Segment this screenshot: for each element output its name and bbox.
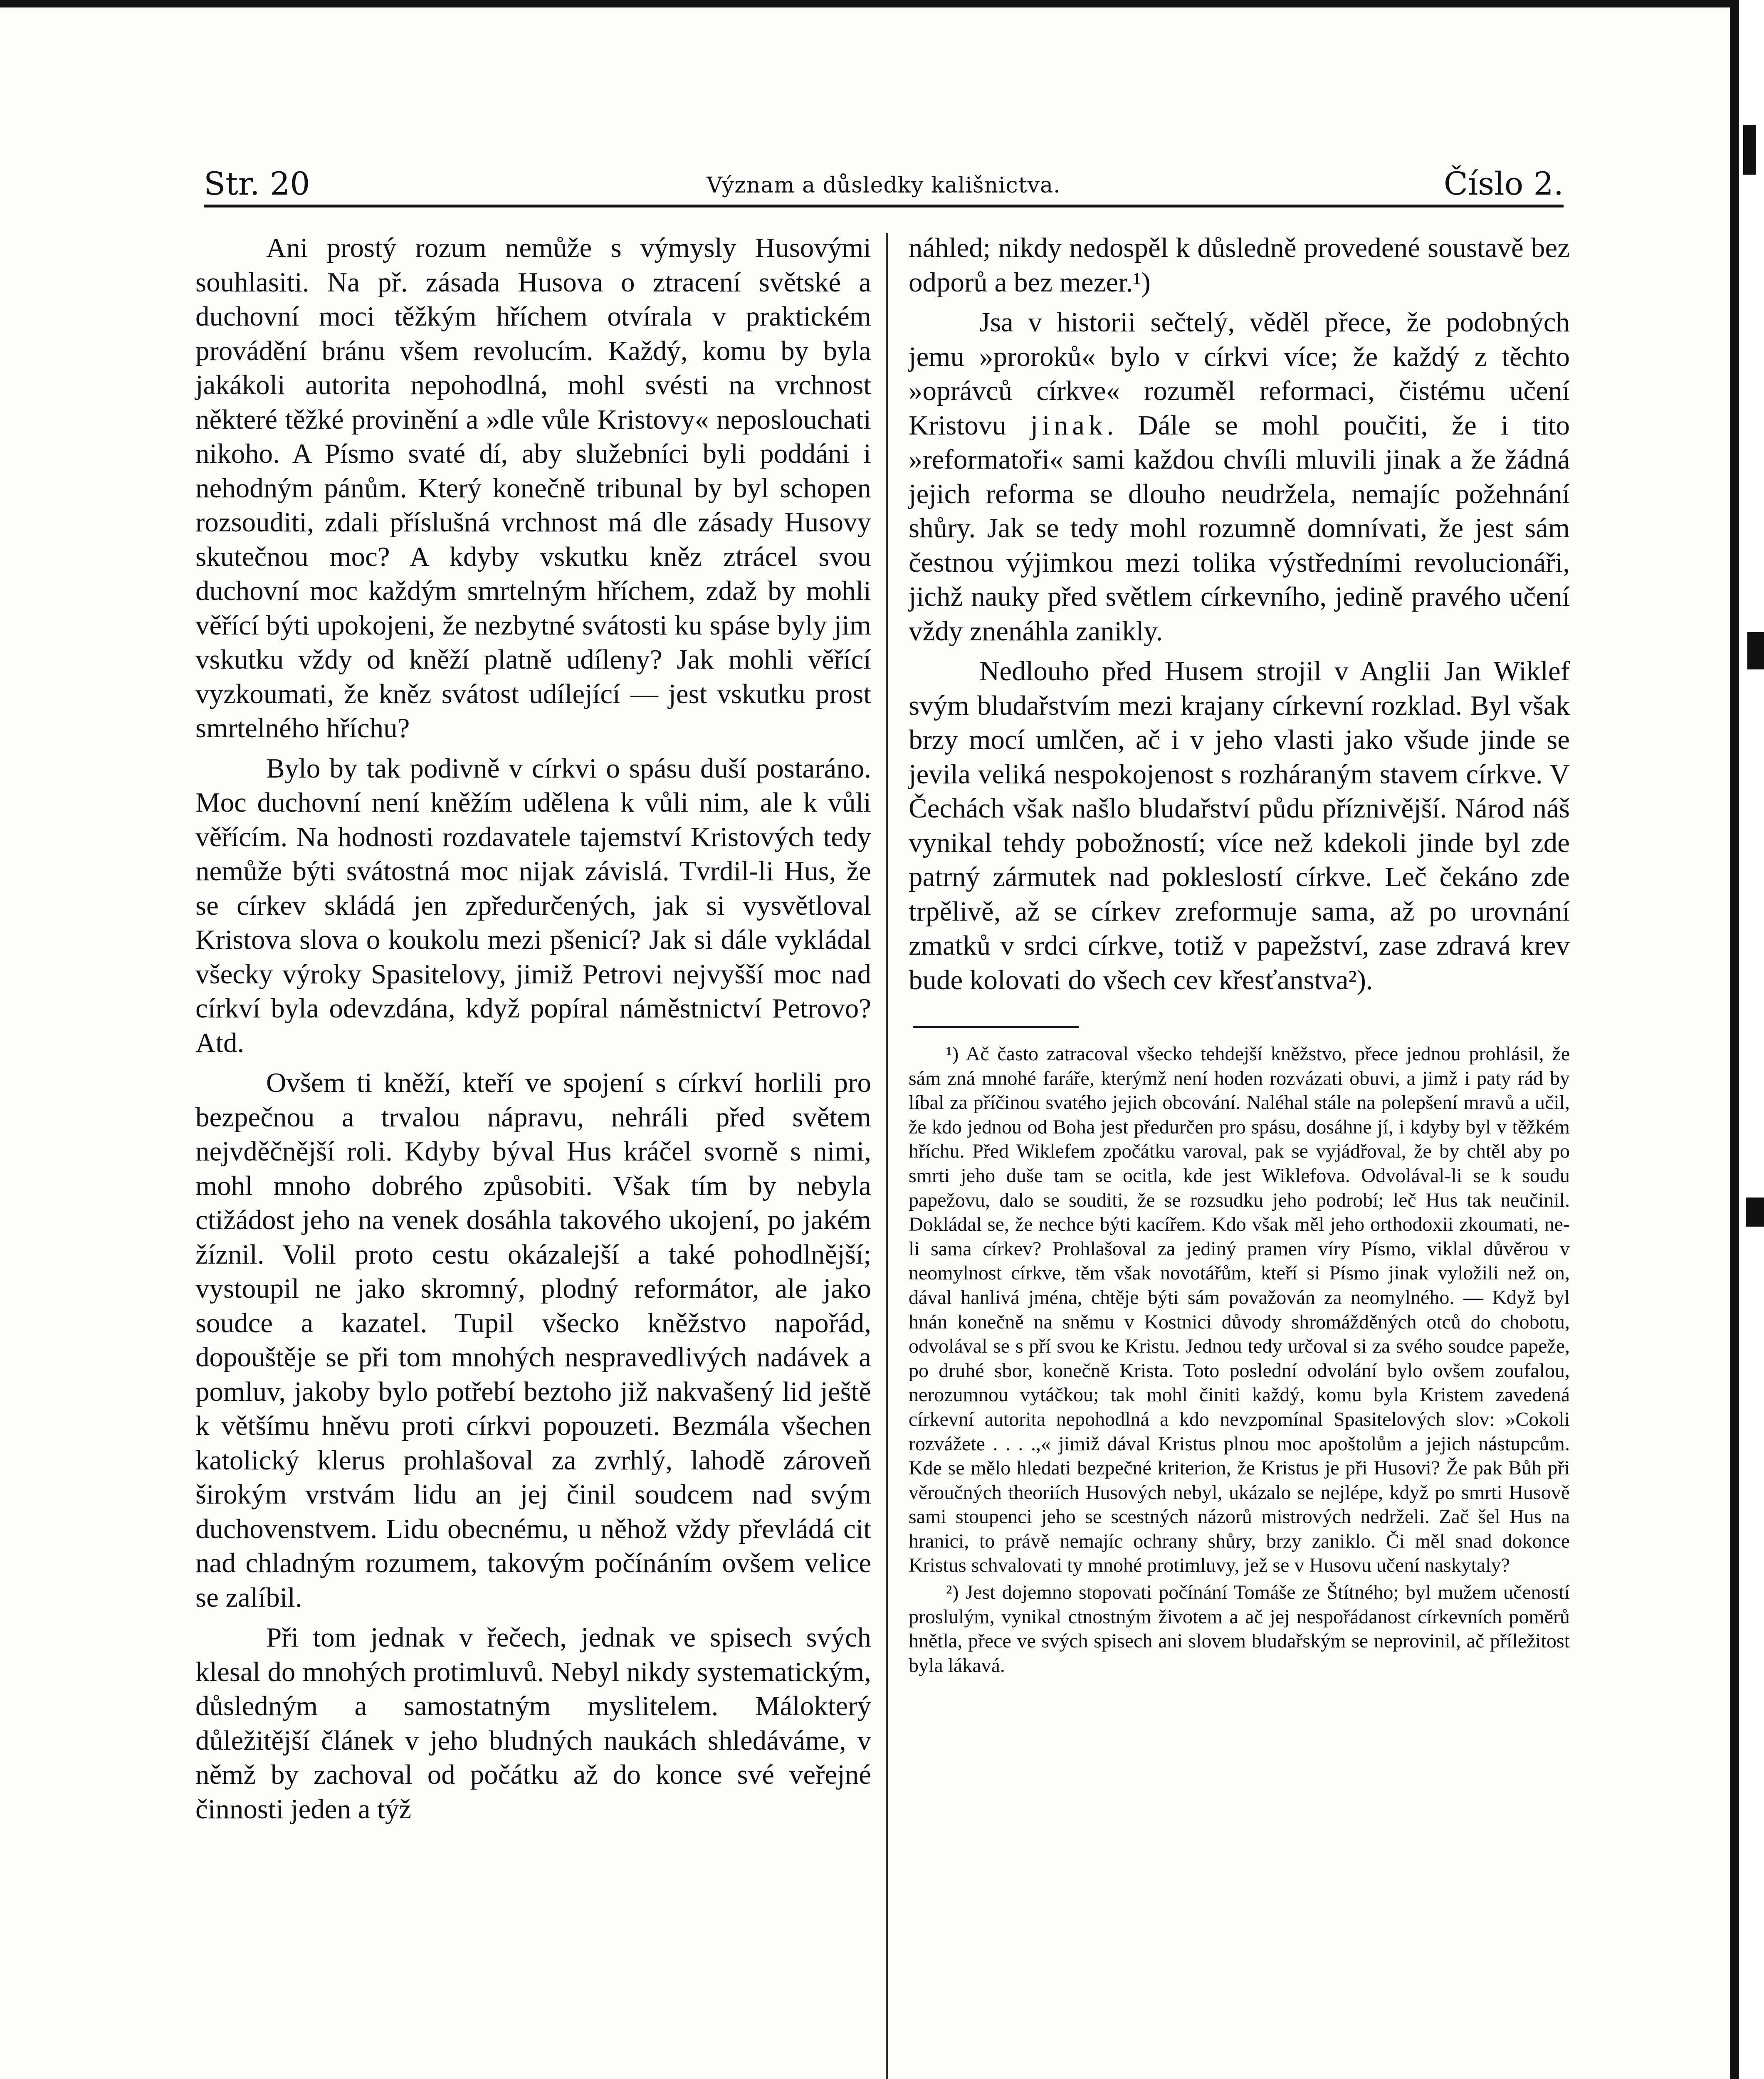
running-title: Význam a důsledky kališnictva.: [707, 173, 1061, 198]
page-header: [204, 158, 1564, 204]
paragraph: Při tom jednak v řečech, jednak ve spisech svých klesal do mnohých protimluvů. Nebyl nikdy systematickým, důsledným a samostatným myslitelem. Málokterý důležitější článek v jeho bludných naukách shledáváme, v němž by zachoval od počátku až do konce své veřejné činnosti jeden a týž: [195, 1622, 871, 1825]
column-divider: [886, 233, 888, 2079]
paragraph: [909, 305, 1570, 648]
footnote-2: ²) Jest dojemno stopovati počínání Tomáše ze Štítného; byl mužem učeností proslulým, vynikal ctnostným životem a ač jej nespořádanost církevních poměrů hnětla, přece ve svých spisech ani slovem bludařským se neprovinil, ač příležitost byla lákavá.: [909, 1581, 1570, 1677]
scan-border-right: [1730, 0, 1739, 2079]
scan-mark: [1746, 1198, 1764, 1227]
header-rule: [204, 205, 1564, 207]
paragraph: Ovšem ti kněží, kteří ve spojení s církví horlili pro bezpečnou a trvalou nápravu, nehráli před světem nejvděčnější roli. Kdyby býval Hus kráčel svorně s nimi, mohl mnoho dobrého způsobiti. Však tím by nebyla ctižádost jeho na venek dosáhla takového ukojení, po jakém žíznil. Volil proto cestu okázalejší a také pohodlnější; vystoupil ne jako skromný, plodný reformátor, ale jako soudce a kazatel. Tupil všecko kněžstvo napořád, dopouštěje se při tom mnohých nespravedlivých nadávek a pomluv, jakoby bylo potřebí beztoho již nakvašený lid ještě k většímu hněvu proti církvi popouzeti. Bezmála všechen katolický klerus prohlašoval za zvrhlý, lahodě zároveň širokým vrstvám lidu an jej činil soudcem nad svým duchovenstvem. Lidu obecnému, u něhož vždy převládá cit nad chladným rozumem, takovým počínáním ovšem velice se zalíbil.: [195, 1067, 871, 1613]
paragraph-text: Jsa v historii sečtelý, věděl přece, že podobných jemu »proroků« bylo v církvi více; že každý z těchto »oprávců církve« rozuměl reformaci, čistému učení Kristovu: [909, 307, 1570, 441]
paragraph: Ani prostý rozum nemůže s výmysly Husovými souhlasiti. Na př. zásada Husova o ztracení světské a duchovní moci těžkým hříchem otvírala v praktickém provádění bránu všem revolucím. Každý, komu by byla jakákoli autorita nepohodlná, mohl svésti na vrchnost některé těžké provinění a »dle vůle Kristovy« neposlouchati nikoho. A Písmo svaté dí, aby služebníci byli poddáni i nehodným pánům. Který konečně tribunal by byl schopen rozsouditi, zdali příslušná vrchnost má dle zásady Husovy skutečnou moc? A kdyby vskutku kněz ztrácel svou duchovní moc každým smrtelným hříchem, zdaž by mohli věřící býti upokojeni, že nezbytné svátosti ku spáse byly jim vskutku vždy od kněží platně udíleny? Jak mohli věřící vyzkoumati, že kněz svátost udílející — jest vskutku prost smrtelného hříchu?: [195, 232, 871, 743]
right-column: [909, 231, 1570, 1678]
scan-border-top: [0, 0, 1730, 7]
left-column: [195, 231, 871, 1826]
page-number: Str. 20: [204, 165, 310, 202]
paragraph-text: . Dále se mohl poučiti, že i tito »reformatoři« sami každou chvíli mluvili jinak a že žádná jejich reforma se dlouho neudržela, nemajíc požehnání shůry. Jak se tedy mohl rozumně domnívati, že jest sám čestnou výjimkou mezi tolika výstředními revolucionáři, jichž nauky před světlem církevního, jedině pravého učení vždy znenáhla zanikly.: [909, 410, 1570, 647]
paragraph-continued: náhled; nikdy nedospěl k důsledně provedené soustavě bez odporů a bez mezer.¹): [909, 232, 1570, 298]
footnote-1: ¹) Ač často zatracoval všecko tehdejší kněžstvo, přece jednou prohlásil, že sám zná mnohé faráře, kterýmž není hoden rozvázati obuvi, a jimž i paty rád by líbal za příčinou svatého jejich obcování. Naléhal stále na polepšení mravů a učil, že kdo jednou od Boha jest předurčen pro spásu, dosáhne jí, i kdyby byl v těžkém hříchu. Před Wiklefem zpočátku varoval, pak se vyjádřoval, že by chtěl aby po smrti jeho duše tam se ocitla, kde jest Wiklefova. Odvolával-li se k soudu papežovu, dalo se souditi, že se rozsudku jeho podrobí; leč Hus tak neučinil. Dokládal se, že nechce býti kacířem. Kdo však měl jeho orthodoxii zkoumati, ne-li sama církev? Prohlašoval za jediný pramen víry Písmo, viklal důvěrou v neomylnost církve, těm však novotářům, kteří si Písmo jinak vyložili než on, dával hanlivá jména, chtěje býti sám považován za neomylného. — Když byl hnán konečně na sněmu v Kostnici důvody shromážděných otců do chobotu, odvolával se s pří svou ke Kristu. Jednou tedy určoval si za svého soudce papeže, po druhé sbor, konečně Krista. Toto poslední odvolání bylo ovšem zoufalou, nerozumnou vytáčkou; tak mohl činiti každý, komu byla Kristem zavedená církevní autorita nepohodlná a kdo nevzpomínal Spasitelových slov: »Cokoli rozvážete . . . .,« jimiž dával Kristus plnou moc apoštolům a jejich nástupcům. Kde se mělo hledati bezpečné kriterion, že Kristus je při Husovi? Že pak Bůh při věroučných theoriích Husových nebyl, ukázalo se nejlépe, když po smrti Husově sami stoupenci jeho se scestných názorů mistrových nedrželi. Zač šel Hus na hranici, to právě nemajíc ochrany shůry, brzy zaniklo. Či měl snad dokonce Kristus schvalovati ty mnohé protimluvy, jež se v Husovu učení naskytaly?: [909, 1043, 1570, 1577]
issue-number: Číslo 2.: [1443, 165, 1564, 202]
scan-mark: [1747, 632, 1764, 669]
scan-mark: [1743, 125, 1756, 175]
paragraph: Nedlouho před Husem strojil v Anglii Jan Wiklef svým bludařstvím mezi krajany církevní rozklad. Byl však brzy mocí umlčen, ač i v jeho vlasti jako všude jinde se jevila veliká nespokojenost s rozháraným stavem církve. V Čechách však našlo bludařství půdu příznivější. Národ náš vynikal tehdy pobožností; více než kdekoli jinde byl zde patrný zármutek nad pokleslostí církve. Leč čekáno zde trpělivě, až se církev zreformuje sama, až po urovnání zmatků v srdci církve, totiž v papežství, zase zdravá krev bude kolovati do všech cev křesťanstva²).: [909, 656, 1570, 995]
emphasized-word: jinak: [1030, 410, 1107, 441]
paragraph: Bylo by tak podivně v církvi o spásu duší postaráno. Moc duchovní není kněžím udělena k vůli nim, ale k vůli věřícím. Na hodnosti rozdavatele tajemství Kristových tedy nemůže býti svátostná moc nijak závislá. Tvrdil-li Hus, že se církev skládá jen zpředurčených, jak si vysvětloval Kristova slova o koukolu mezi pšenicí? Jak si dále vykládal všecky výroky Spasitelovy, jimiž Petrovi nejvyšší moc nad církví byla odevzdána, když popíral náměstnictví Petrovo? Atd.: [195, 753, 871, 1058]
scan-margin-right: [1739, 0, 1764, 2079]
footnote-rule: [913, 1026, 1079, 1028]
